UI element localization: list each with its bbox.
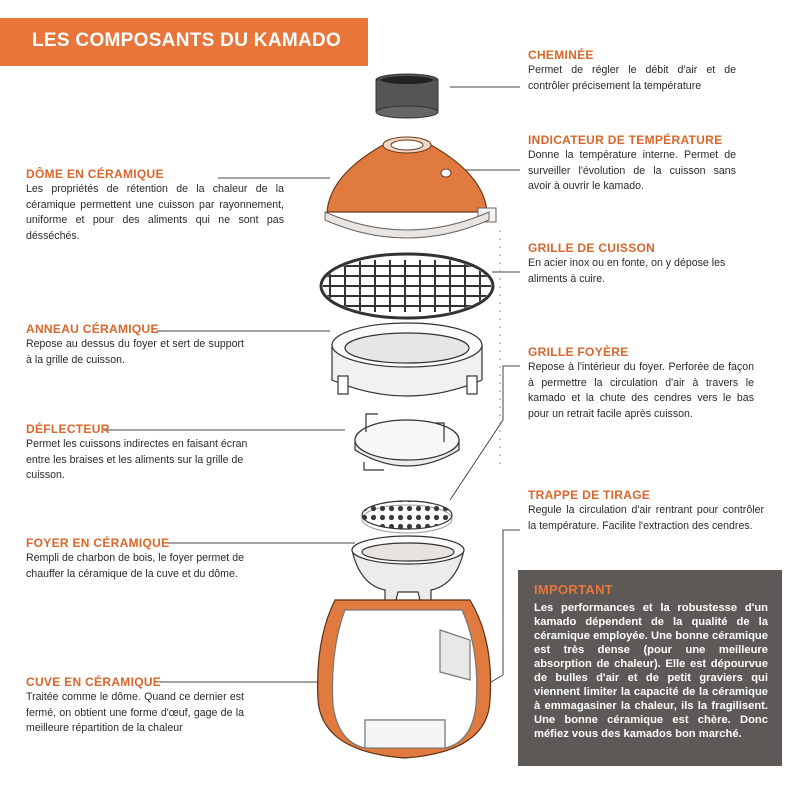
page-title: LES COMPOSANTS DU KAMADO [32,30,342,51]
firebox-illustration [352,536,464,604]
cheminee-title: CHEMINÉE [528,48,594,62]
grille-cuisson-desc: En acier inox ou en fonte, on y dépose les aliments à cuire. [528,257,726,285]
deflecteur-title: DÉFLECTEUR [26,422,110,436]
anneau-desc: Repose au dessus du foyer et sert de support à la grille de cuisson. [26,338,244,366]
dome-illustration [325,137,496,238]
deflecteur-desc: Permet les cuissons indirectes en faisant écran entre les braises et les aliments sur la grille de cuisson. [26,438,248,482]
trappe-desc: Regule la circulation d'air rentrant pour contrôler la température. Facilite l'extraction des cendres. [528,504,764,532]
important-text: Les performances et la robustesse d'un kamado dépendent de la qualité de la céramique employée. Une bonne céramique est très dense (pour une meilleure absorption de chaleur). Elle est dépourvue de bulles d'air et de petit graviers qui viennent limiter la capacité de la céramique à emmagasiner la chaleur, ils la fragilisent. Une bonne céramique est chère. Donc méfiez vous des kamados bon marché. [534,602,768,740]
dome-desc: Les propriétés de rétention de la chaleur de la céramique permettent une cuisson par rayonnement, uniforme et pour des aliments qui ne sont pas désséchés. [26,183,284,242]
grille-foyere-title: GRILLE FOYÈRE [528,345,629,359]
grille-cuisson-title: GRILLE DE CUISSON [528,241,656,255]
grille-foyere-desc: Repose à l'intérieur du foyer. Perforée de façon à permettre la circulation d'air à travers le kamado et la chute des cendres vers le bas pour un retrait facile après cuisson. [528,361,754,420]
cheminee-desc: Permet de régler le débit d'air et de contrôler précisement la température [528,64,736,92]
cooking-grate-illustration [320,254,495,318]
ceramic-ring-illustration [332,323,482,396]
foyer-desc: Rempli de charbon de bois, le foyer permet de chauffer la céramique de la cuve et du dôme. [26,552,244,580]
indicateur-desc: Donne la température interne. Permet de surveiller l'évolution de la cuisson sans avoir à ouvrir le kamado. [528,149,736,193]
important-title: IMPORTANT [534,582,614,597]
cuve-desc: Traitée comme le dôme. Quand ce dernier est fermé, on obtient une forme d'œuf, gage de la meilleure répartition de la chaleur [26,691,244,735]
dome-title: DÔME EN CÉRAMIQUE [26,167,164,181]
deflector-illustration [355,414,459,470]
foyer-title: FOYER EN CÉRAMIQUE [26,536,170,550]
cuve-title: CUVE EN CÉRAMIQUE [26,675,162,689]
chimney-illustration [376,74,438,118]
base-illustration [318,600,491,758]
trappe-title: TRAPPE DE TIRAGE [528,488,651,502]
important-box [518,570,782,766]
indicateur-title: INDICATEUR DE TEMPÉRATURE [528,133,723,147]
anneau-title: ANNEAU CÉRAMIQUE [26,322,159,336]
fire-grate-illustration [362,501,452,533]
